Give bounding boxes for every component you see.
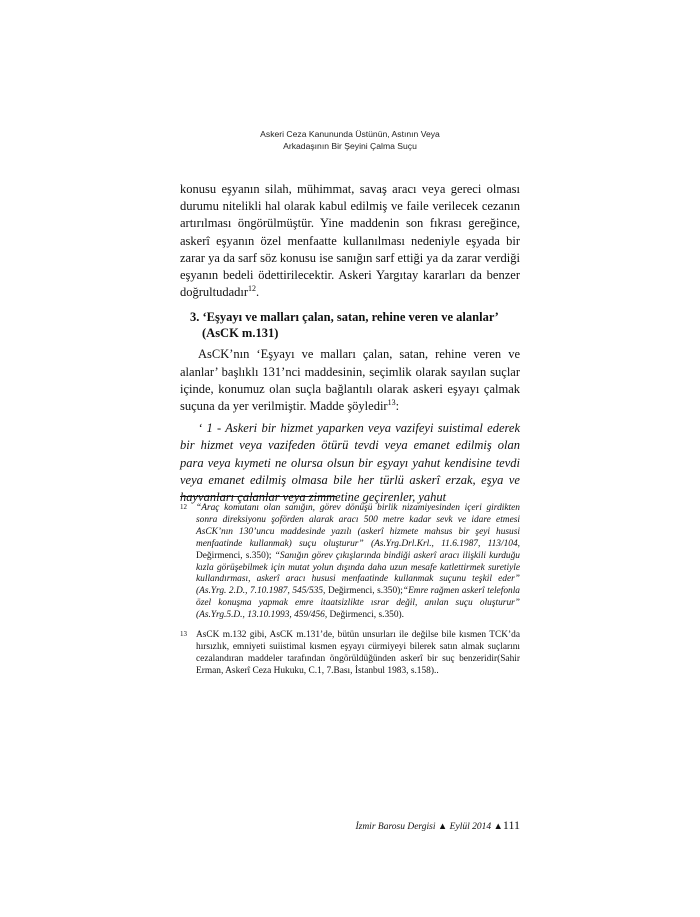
footnotes xyxy=(180,503,520,686)
section-heading xyxy=(180,309,520,341)
footnote-ref-12[interactable]: 12 xyxy=(248,284,257,294)
section-heading-line-1: 3. ‘Eşyayı ve malları çalan, satan, rehine veren ve alanlar’ xyxy=(190,310,499,325)
running-header xyxy=(180,128,520,152)
journal-name: İzmir Barosu Dergisi xyxy=(355,822,436,832)
footer-separator: ▲ xyxy=(491,822,503,832)
footnote-12-cite-3: Değirmenci, s.350). xyxy=(327,610,404,621)
footnote-ref-13[interactable]: 13 xyxy=(387,398,396,408)
footnote-12-quote-3: “Emre rağmen askerî telefonla özel konuşma yapmak emre itaatsizlikte ısrar değil, anılan suçu oluşturur” (As.Yrg.5.D., 13.10.1993, 459/456, xyxy=(196,586,520,621)
footnote-12-cite-2: Değirmenci, s.350); xyxy=(325,586,403,597)
footnote-12-quote-1: “Araç komutanı olan sanığın, görev dönüşü birlik nizamiyesinden içeri girdikten sonra direksiyonu şoförden alarak aracı 500 metre kadar sevk ve idare etmesi AsCK’nın 130’uncu maddesinde yazılı (askerî hizmete mahsus bir şeyi hususi menfaatinde kullanmak) suçu oluşturur” (As.Yrg.Drl.Krl., 11.6.1987, 113/104, xyxy=(196,503,520,549)
paragraph-2-end: : xyxy=(395,399,400,414)
footnote-number: 13 xyxy=(180,630,187,639)
footnote-text: AsCK m.132 gibi, AsCK m.131’de, bütün unsurları ile değilse bile kısmen TCK’da hırsızlık, emniyeti suiistimal kısmen eşyayı cürmiyeyi bilerek satın almak suçlarını cezalandıran maddeler tarafından öngörüldüğünden askerî bir suç benzeridir(Sahir Erman, Askerî Ceza Hukuku, C.1, 7.Bası, İstanbul 1983, s.158).. xyxy=(196,630,520,676)
quoted-article: ‘ 1 - Askeri bir hizmet yaparken veya vazifeyi suistimal ederek bir hizmet veya vazifeden ötürü tevdi veya emanet edilmiş olan para veya kıymeti ne olursa olsun bir eşyayı yahut kendisine tevdi veya emanet edilmiş olmasa bile her türlü askerî erzak, eşya ve hayvanları çalanlar veya zimmetine geçirenler, yahut xyxy=(180,421,520,505)
running-header-line-2: Arkadaşının Bir Şeyini Çalma Suçu xyxy=(283,141,417,151)
footnote-12-cite-1: Değirmenci, s.350); xyxy=(196,550,275,561)
paragraph-1-text: konusu eşyanın silah, mühimmat, savaş aracı veya gereci olması durumu nitelikli hal olarak kabul edilmiş ve faile verilecek cezanın artırılması öngörülmüştür. Yine maddenin son fıkrası gereğince, askerî eşyanın özel menfaatte kullanılması nedeniyle eşyada bir zarar ya da sarf söz konusu ise sanığın sarf ettiği ya da zarar verdiği eşyanın bedeli ödettirilecektir. Askeri Yargıtay kararları da benzer doğrultudadır xyxy=(180,182,520,300)
footnote-12 xyxy=(180,503,520,622)
paragraph-2-text: AsCK’nın ‘Eşyayı ve malları çalan, satan, rehine veren ve alanlar’ başlıklı 131’nci maddesinin, seçimlik olarak sayılan suçlar içinde, konumuz olan suçla bağlantılı olarak askeri eşyayı çalmak suçuna da yer verilmiştir. Madde şöyledir xyxy=(180,347,520,414)
paragraph-2 xyxy=(180,346,520,415)
footer-separator: ▲ xyxy=(435,822,450,832)
footnote-text xyxy=(196,503,520,622)
footnote-12-quote-2: “Sanığın görev çıkışlarında bindiği askerî aracı ilişkili kurduğu kızla görüşebilmek için mutat yolun dışında daha uzun mesafe katlettirmek suretiyle kullandırması, askerî aracı hususi menfaatinde kullanmak suçunu teşkil eder” (As.Yrg. 2.D., 7.10.1987, 545/535, xyxy=(196,550,520,597)
page-number: 111 xyxy=(502,818,520,832)
section-heading-line-2: (AsCK m.131) xyxy=(202,326,279,341)
issue-date: Eylül 2014 xyxy=(449,822,492,832)
paragraph-1 xyxy=(180,181,520,301)
running-header-line-1: Askeri Ceza Kanununda Üstünün, Astının Veya xyxy=(260,129,440,139)
footnote-13 xyxy=(180,630,520,678)
main-text xyxy=(180,181,520,506)
footnote-separator xyxy=(180,496,337,497)
page-footer xyxy=(180,818,520,834)
paragraph-1-end: . xyxy=(256,285,260,300)
footnote-number: 12 xyxy=(180,503,187,511)
